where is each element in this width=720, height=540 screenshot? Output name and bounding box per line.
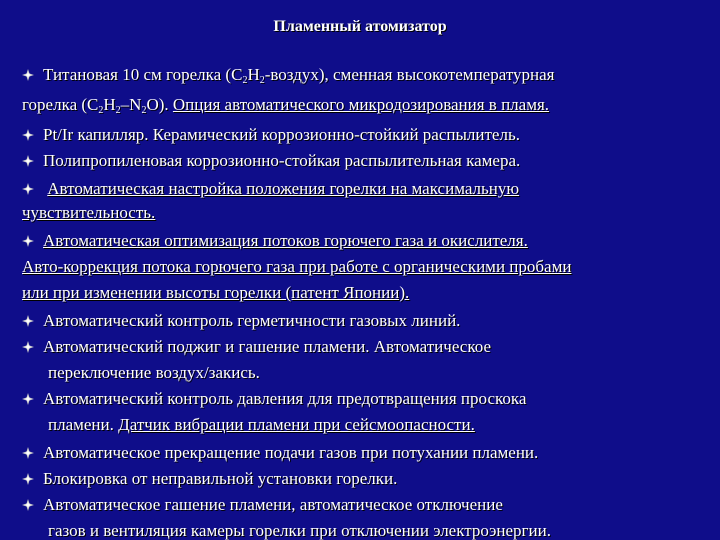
list-item-power-off-cont: газов и вентиляция камеры горелки при отключении электроэнергии.	[48, 521, 551, 540]
list-item-interlock: Блокировка от неправильной установки горелки.	[22, 468, 397, 490]
list-item-gas-optimization: Автоматическая оптимизация потоков горючего газа и окислителя.	[22, 230, 528, 252]
list-item-spray-chamber: Полипропиленовая коррозионно-стойкая распылительная камера.	[22, 150, 520, 172]
vibration-sensor-link[interactable]: Датчик вибрации пламени при сейсмоопасности.	[118, 415, 475, 434]
diamond-bullet-icon	[22, 129, 34, 141]
list-item-gas-correction-cont: или при изменении высоты горелки (патент Японии).	[22, 283, 410, 302]
diamond-bullet-icon	[22, 235, 34, 247]
diamond-bullet-icon	[22, 341, 34, 353]
slide-title: Пламенный атомизатор	[273, 18, 447, 35]
diamond-bullet-icon	[22, 155, 34, 167]
microdosing-option-link[interactable]: Опция автоматического микродозирования в пламя.	[172, 95, 550, 114]
list-item-burner: Титановая 10 см горелка $(C_2H_2-воздух)$, сменная высокотемпературная	[22, 64, 554, 86]
diamond-bullet-icon	[22, 473, 34, 485]
list-item-burner-position: Автоматическая настройка положения горелки на максимальную	[22, 178, 519, 200]
diamond-bullet-icon	[22, 315, 34, 327]
list-item-gas-correction: Авто-коррекция потока горючего газа при работе с органическими пробами	[22, 257, 572, 276]
diamond-bullet-icon	[22, 499, 34, 511]
list-item-power-off: Автоматическое гашение пламени, автоматическое отключение	[22, 494, 503, 516]
list-item-ignition-cont: переключение воздух/закись.	[48, 363, 260, 382]
list-item-capillary: Pt/Ir капилляр. Керамический коррозионно-стойкий распылитель.	[22, 124, 520, 146]
list-item-burner-position-cont: чувствительность.	[22, 203, 156, 222]
diamond-bullet-icon	[22, 393, 34, 405]
diamond-bullet-icon	[22, 447, 34, 459]
list-item-gas-shutoff: Автоматическое прекращение подачи газов при потухании пламени.	[22, 442, 538, 464]
list-item-pressure-control-cont: пламени. Датчик вибрации пламени при сейсмоопасности.	[48, 415, 475, 434]
diamond-bullet-icon	[22, 69, 34, 81]
list-item-pressure-control: Автоматический контроль давления для предотвращения проскока	[22, 388, 526, 410]
list-item-burner-cont: горелка $(C_2H_2-N_2O)$. Опция автоматического микродозирования в пламя.	[22, 95, 550, 116]
list-item-ignition: Автоматический поджиг и гашение пламени. Автоматическое	[22, 336, 491, 358]
diamond-bullet-icon	[22, 183, 34, 195]
list-item-leak-control: Автоматический контроль герметичности газовых линий.	[22, 310, 460, 332]
